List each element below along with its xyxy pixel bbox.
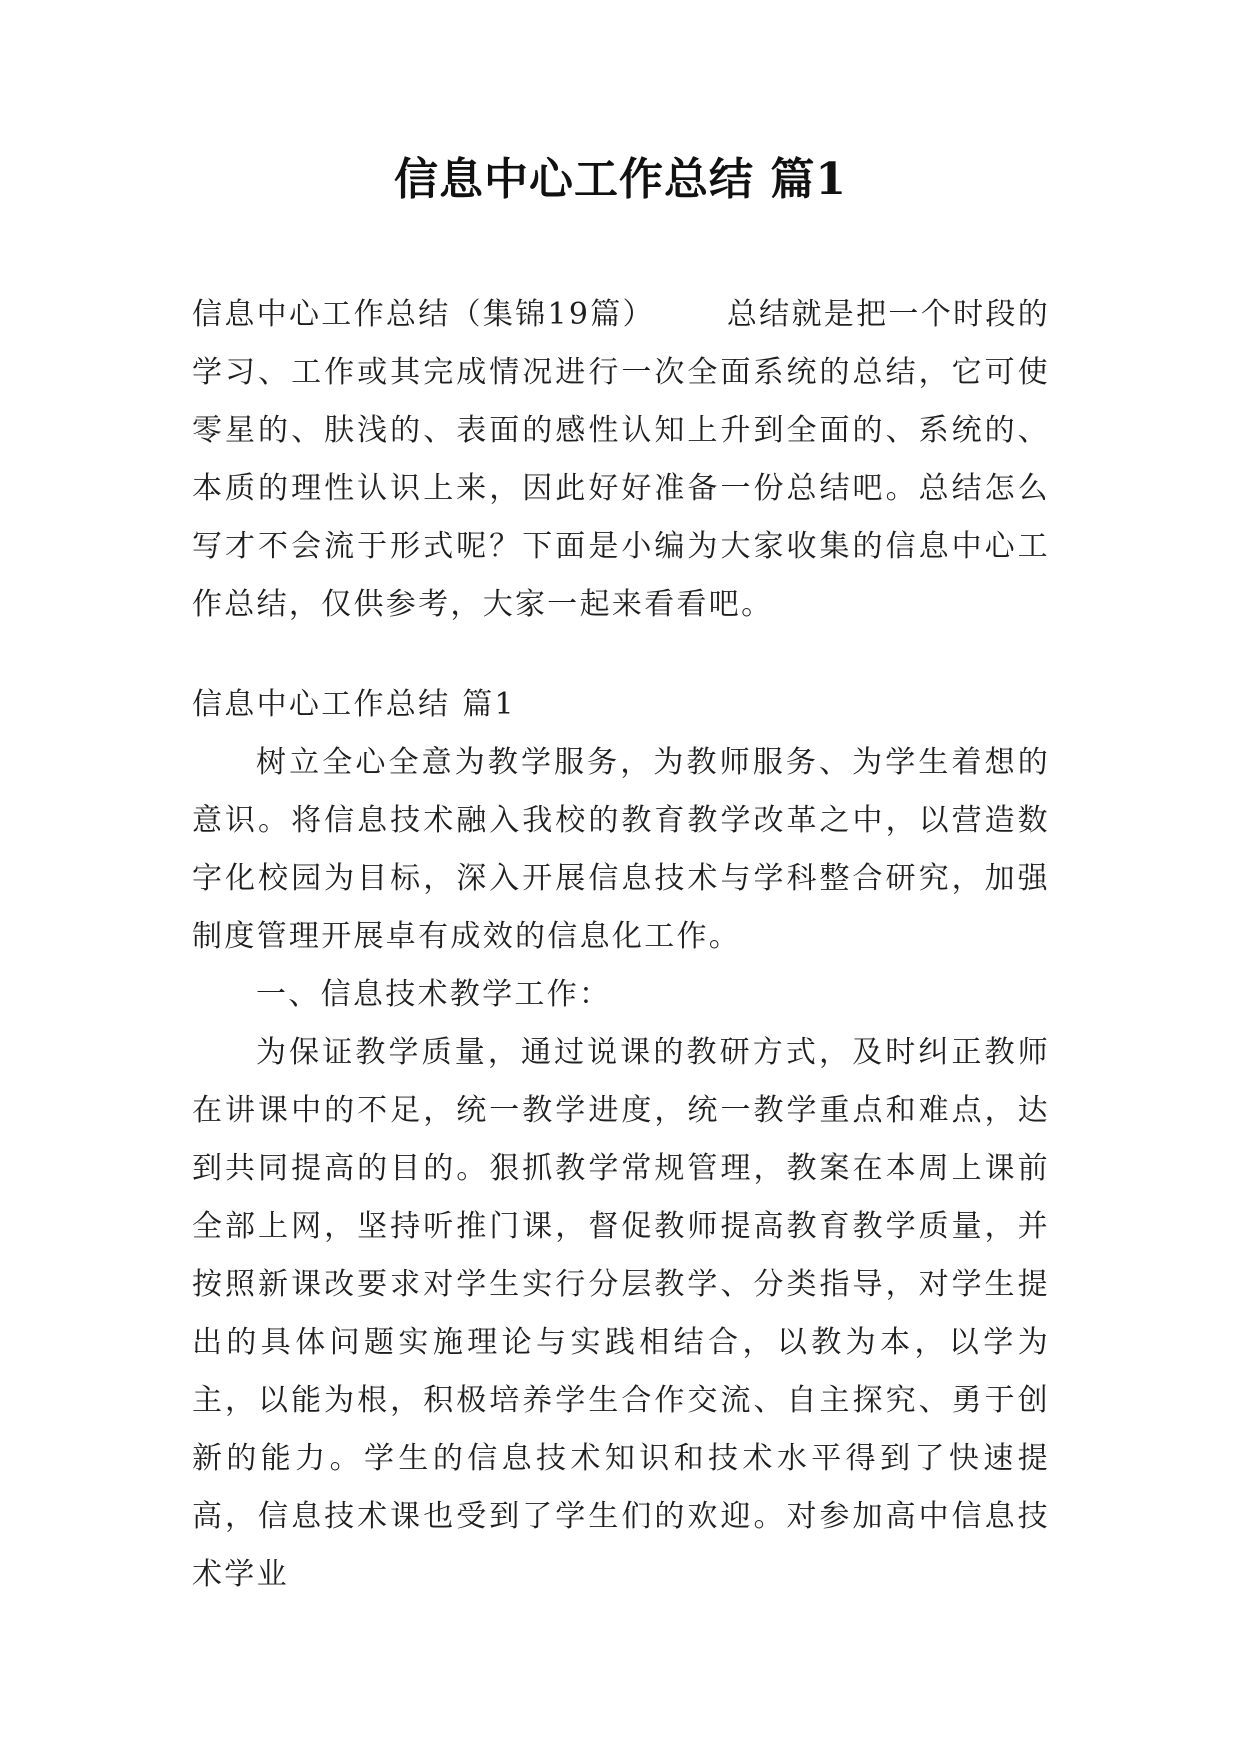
subsection-heading: 一、信息技术教学工作： bbox=[256, 977, 612, 1012]
intro-paragraph bbox=[192, 286, 1050, 634]
document-title: 信息中心工作总结 篇1 bbox=[394, 154, 847, 205]
body-paragraph-2: 为保证教学质量，通过说课的教研方式，及时纠正教师在讲课中的不足，统一教学进度，统一教学重点和难点，达到共同提高的目的。狠抓教学常规管理，教案在本周上课前全部上网，坚持听推门课，督促教师提高教育教学质量，并按照新课改要求对学生实行分层教学、分类指导，对学生提出的具体问题实施理论与实践相结合，以教为本，以学为主，以能为根，积极培养学生合作交流、自主探究、勇于创新的能力。学生的信息技术知识和技术水平得到了快速提高，信息技术课也受到了学生们的欢迎。对参加高中信息技术学业 bbox=[192, 1035, 1050, 1592]
body-paragraph-1: 树立全心全意为教学服务，为教师服务、为学生着想的意识。将信息技术融入我校的教育教学改革之中，以营造数字化校园为目标，深入开展信息技术与学科整合研究，加强制度管理开展卓有成效的信息化工作。 bbox=[192, 745, 1050, 954]
document-body bbox=[192, 286, 1050, 1604]
intro-text: 总结就是把一个时段的学习、工作或其完成情况进行一次全面系统的总结，它可使零星的、肤浅的、表面的感性认知上升到全面的、系统的、本质的理性认识上来，因此好好准备一份总结吧。总结怎么写才不会流于形式呢？下面是小编为大家收集的信息中心工作总结，仅供参考，大家一起来看看吧。 bbox=[192, 297, 1050, 622]
intro-lead: 信息中心工作总结（集锦19篇） bbox=[192, 297, 655, 332]
section-heading: 信息中心工作总结 篇1 bbox=[192, 687, 516, 722]
